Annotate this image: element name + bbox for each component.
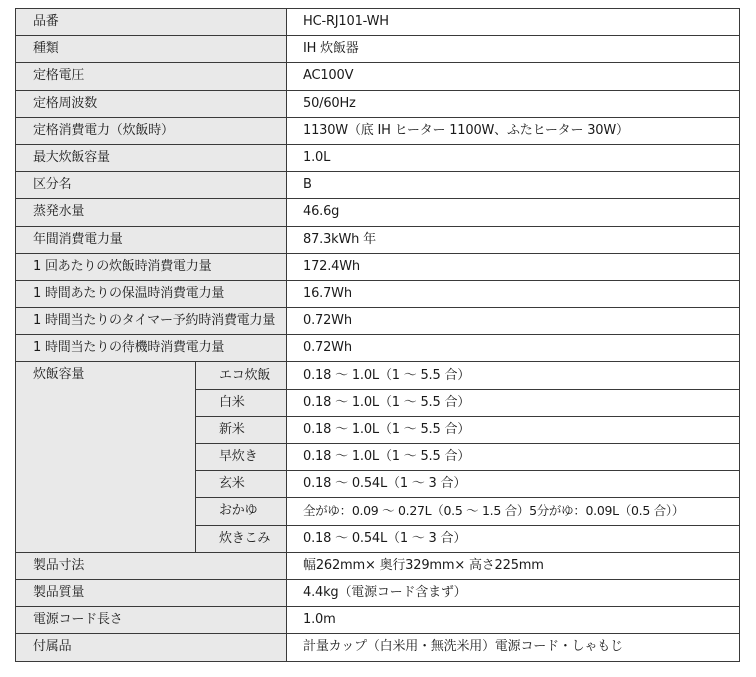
row-value: IH 炊飯器 xyxy=(287,36,740,63)
row-label: 製品寸法 xyxy=(16,552,287,579)
table-row xyxy=(16,308,740,335)
capacity-row xyxy=(16,362,740,389)
table-row xyxy=(16,63,740,90)
table-row xyxy=(16,607,740,634)
table-row xyxy=(16,552,740,579)
row-label: 最大炊飯容量 xyxy=(16,144,287,171)
spec-table xyxy=(15,8,740,662)
table-row xyxy=(16,199,740,226)
table-row xyxy=(16,579,740,606)
capacity-mode-value: 0.18 ～ 0.54L（1 ～ 3 合） xyxy=(287,525,740,552)
table-row xyxy=(16,172,740,199)
capacity-mode-value: 0.18 ～ 0.54L（1 ～ 3 合） xyxy=(287,471,740,498)
table-row xyxy=(16,280,740,307)
row-label: 付属品 xyxy=(16,634,287,661)
capacity-mode-label: 白米 xyxy=(196,389,287,416)
row-value: 4.4kg（電源コード含まず） xyxy=(287,579,740,606)
row-value: 1.0m xyxy=(287,607,740,634)
table-row xyxy=(16,36,740,63)
capacity-mode-value: 0.18 ～ 1.0L（1 ～ 5.5 合） xyxy=(287,416,740,443)
row-value: 計量カップ（白米用・無洗米用）電源コード・しゃもじ xyxy=(287,634,740,661)
row-value: AC100V xyxy=(287,63,740,90)
table-row xyxy=(16,253,740,280)
table-row xyxy=(16,226,740,253)
row-label: 1 時間当たりのタイマー予約時消費電力量 xyxy=(16,308,287,335)
row-label: 電源コード長さ xyxy=(16,607,287,634)
capacity-mode-label: 玄米 xyxy=(196,471,287,498)
row-label: 品番 xyxy=(16,9,287,36)
row-label: 定格周波数 xyxy=(16,90,287,117)
row-label: 製品質量 xyxy=(16,579,287,606)
row-label: 定格電圧 xyxy=(16,63,287,90)
row-value: 87.3kWh 年 xyxy=(287,226,740,253)
row-label: 年間消費電力量 xyxy=(16,226,287,253)
capacity-group-label: 炊飯容量 xyxy=(16,362,196,552)
capacity-mode-label: 早炊き xyxy=(196,444,287,471)
table-row xyxy=(16,9,740,36)
row-value: 0.72Wh xyxy=(287,335,740,362)
table-row xyxy=(16,634,740,661)
table-row xyxy=(16,90,740,117)
capacity-mode-label: 炊きこみ xyxy=(196,525,287,552)
row-value: 172.4Wh xyxy=(287,253,740,280)
capacity-mode-value: 0.18 ～ 1.0L（1 ～ 5.5 合） xyxy=(287,444,740,471)
capacity-mode-value: 0.18 ～ 1.0L（1 ～ 5.5 合） xyxy=(287,362,740,389)
row-label: 定格消費電力（炊飯時） xyxy=(16,117,287,144)
row-value: 幅262mm× 奥行329mm× 高さ225mm xyxy=(287,552,740,579)
row-value: HC-RJ101-WH xyxy=(287,9,740,36)
capacity-mode-label: エコ炊飯 xyxy=(196,362,287,389)
row-label: 区分名 xyxy=(16,172,287,199)
capacity-mode-label: 新米 xyxy=(196,416,287,443)
row-value: 16.7Wh xyxy=(287,280,740,307)
capacity-mode-label: おかゆ xyxy=(196,498,287,525)
row-value: 1130W（底 IH ヒーター 1100W、ふたヒーター 30W） xyxy=(287,117,740,144)
capacity-mode-value: 全がゆ：0.09 ～ 0.27L（0.5 ～ 1.5 合）5分がゆ：0.09L（0.5 合）） xyxy=(287,498,740,525)
row-label: 蒸発水量 xyxy=(16,199,287,226)
table-row xyxy=(16,335,740,362)
row-label: 1 時間当たりの待機時消費電力量 xyxy=(16,335,287,362)
row-value: B xyxy=(287,172,740,199)
row-value: 0.72Wh xyxy=(287,308,740,335)
capacity-mode-value: 0.18 ～ 1.0L（1 ～ 5.5 合） xyxy=(287,389,740,416)
table-row xyxy=(16,144,740,171)
row-value: 1.0L xyxy=(287,144,740,171)
row-label: 1 回あたりの炊飯時消費電力量 xyxy=(16,253,287,280)
row-value: 50/60Hz xyxy=(287,90,740,117)
row-label: 種類 xyxy=(16,36,287,63)
row-label: 1 時間あたりの保温時消費電力量 xyxy=(16,280,287,307)
table-row xyxy=(16,117,740,144)
spec-table-body xyxy=(16,9,740,662)
row-value: 46.6g xyxy=(287,199,740,226)
